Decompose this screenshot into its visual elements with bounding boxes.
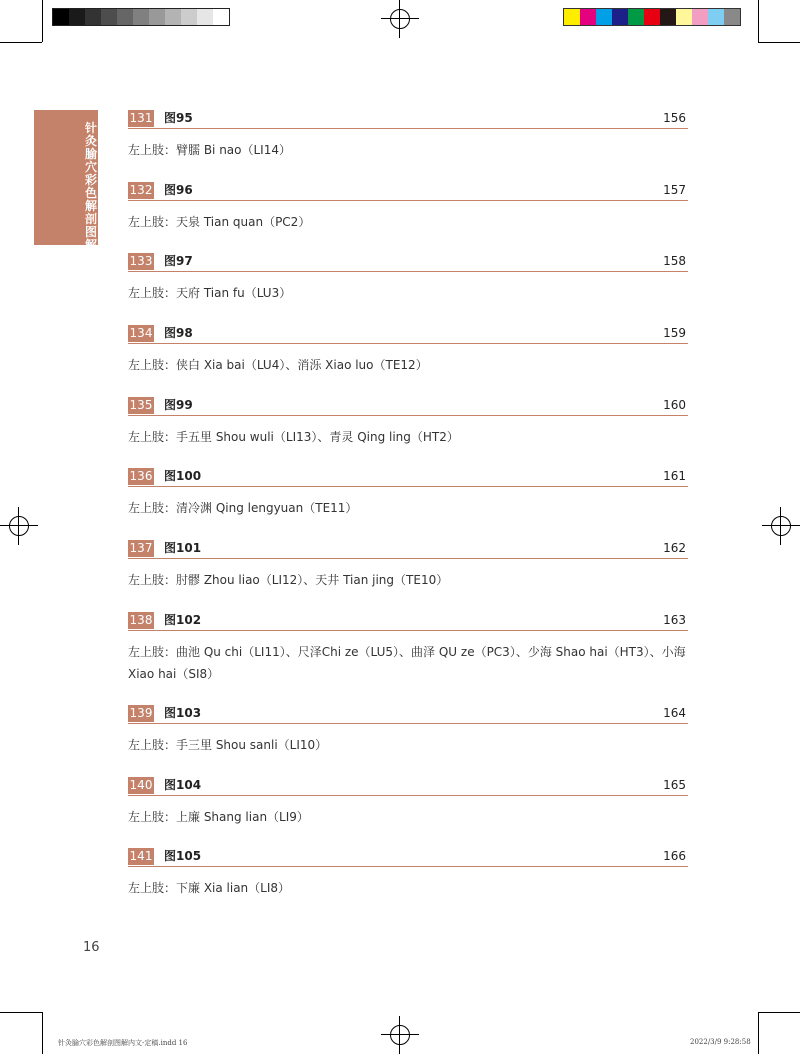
entry-number-badge: 137 [129, 541, 153, 555]
registration-mark-bottom [381, 1016, 419, 1054]
entry-description: 左上肢：天泉 Tian quan（PC2） [128, 215, 311, 229]
entry-description: 左上肢：肘髎 Zhou liao（LI12）、天井 Tian jing（TE10） [128, 573, 449, 587]
registration-mark-left [0, 507, 38, 545]
page-ref: 161 [663, 469, 686, 483]
page-ref: 156 [663, 111, 686, 125]
toc-entry [128, 468, 688, 519]
entry-number-badge: 134 [129, 326, 153, 340]
entry-header [128, 253, 688, 272]
page-ref: 158 [663, 254, 686, 268]
entry-header [128, 325, 688, 344]
entry-description: 左上肢：手三里 Shou sanli（LI10） [128, 738, 328, 752]
crop-mark [758, 42, 800, 43]
toc-entry [128, 705, 688, 756]
page-ref: 164 [663, 706, 686, 720]
crop-mark [42, 1012, 43, 1054]
entry-number-badge: 139 [129, 706, 153, 720]
registration-mark-top [381, 0, 419, 38]
registration-mark-right [762, 507, 800, 545]
figure-title: 图95 [164, 111, 193, 125]
toc-entry [128, 253, 688, 304]
entry-header [128, 110, 688, 129]
toc-entry [128, 777, 688, 828]
entry-number-badge: 135 [129, 398, 153, 412]
page-ref: 163 [663, 613, 686, 627]
color-bar [563, 8, 741, 26]
entry-description: 左上肢：清冷渊 Qing lengyuan（TE11） [128, 501, 358, 515]
entry-description: 左上肢：臂臑 Bi nao（LI14） [128, 143, 291, 157]
figure-title: 图105 [164, 849, 202, 863]
page-ref: 165 [663, 778, 686, 792]
toc-entry [128, 182, 688, 233]
footer-timestamp: 2022/3/9 9:28:58 [690, 1038, 751, 1046]
entry-description: 左上肢：下廉 Xia lian（LI8） [128, 881, 291, 895]
page-ref: 162 [663, 541, 686, 555]
entry-number-badge: 138 [129, 613, 153, 627]
crop-mark [0, 1012, 42, 1013]
entry-number-badge: 140 [129, 778, 153, 792]
entry-number-badge: 136 [129, 469, 153, 483]
entry-description: 左上肢：手五里 Shou wuli（LI13）、青灵 Qing ling（HT2） [128, 430, 459, 444]
entry-header [128, 397, 688, 416]
toc-entry [128, 540, 688, 591]
entry-number-badge: 133 [129, 254, 153, 268]
toc-entry [128, 612, 688, 685]
page-number: 16 [83, 940, 100, 955]
grayscale-bar [52, 8, 230, 26]
figure-title: 图96 [164, 183, 193, 197]
entry-header [128, 612, 688, 631]
page-ref: 166 [663, 849, 686, 863]
toc-entry [128, 110, 688, 161]
crop-mark [758, 1012, 800, 1013]
side-tab-title: 针灸腧穴彩色解剖图解 [84, 121, 97, 252]
page-ref: 159 [663, 326, 686, 340]
figure-title: 图99 [164, 398, 193, 412]
side-tab [34, 110, 98, 252]
entry-header [128, 182, 688, 201]
figure-title: 图103 [164, 706, 202, 720]
figure-title: 图102 [164, 613, 202, 627]
entry-number-badge: 132 [129, 183, 153, 197]
entry-header [128, 705, 688, 724]
entry-header [128, 777, 688, 796]
entry-description: 左上肢：侠白 Xia bai（LU4）、消泺 Xiao luo（TE12） [128, 358, 428, 372]
crop-mark [0, 42, 42, 43]
footer-filename: 针灸腧穴彩色解剖图解内文-定稿.indd 16 [58, 1039, 188, 1047]
entry-description: 左上肢：曲池 Qu chi（LI11）、尺泽Chi ze（LU5）、曲泽 QU ze（PC3）、少海 Shao hai（HT3）、小海 Xiao hai（SI8） [128, 645, 686, 681]
entry-header [128, 468, 688, 487]
figure-title: 图101 [164, 541, 202, 555]
entry-header [128, 848, 688, 867]
entry-number-badge: 141 [129, 849, 153, 863]
entry-description: 左上肢：天府 Tian fu（LU3） [128, 286, 292, 300]
entry-number-badge: 131 [129, 111, 153, 125]
crop-mark [758, 0, 759, 42]
figure-title: 图100 [164, 469, 202, 483]
page-ref: 157 [663, 183, 686, 197]
figure-title: 图97 [164, 254, 193, 268]
crop-mark [758, 1012, 759, 1054]
figure-title: 图104 [164, 778, 202, 792]
toc-entry [128, 325, 688, 376]
figure-title: 图98 [164, 326, 193, 340]
entry-header [128, 540, 688, 559]
toc-entry [128, 848, 688, 899]
entry-description: 左上肢：上廉 Shang lian（LI9） [128, 810, 309, 824]
page-ref: 160 [663, 398, 686, 412]
crop-mark [42, 0, 43, 42]
toc-entry [128, 397, 688, 448]
